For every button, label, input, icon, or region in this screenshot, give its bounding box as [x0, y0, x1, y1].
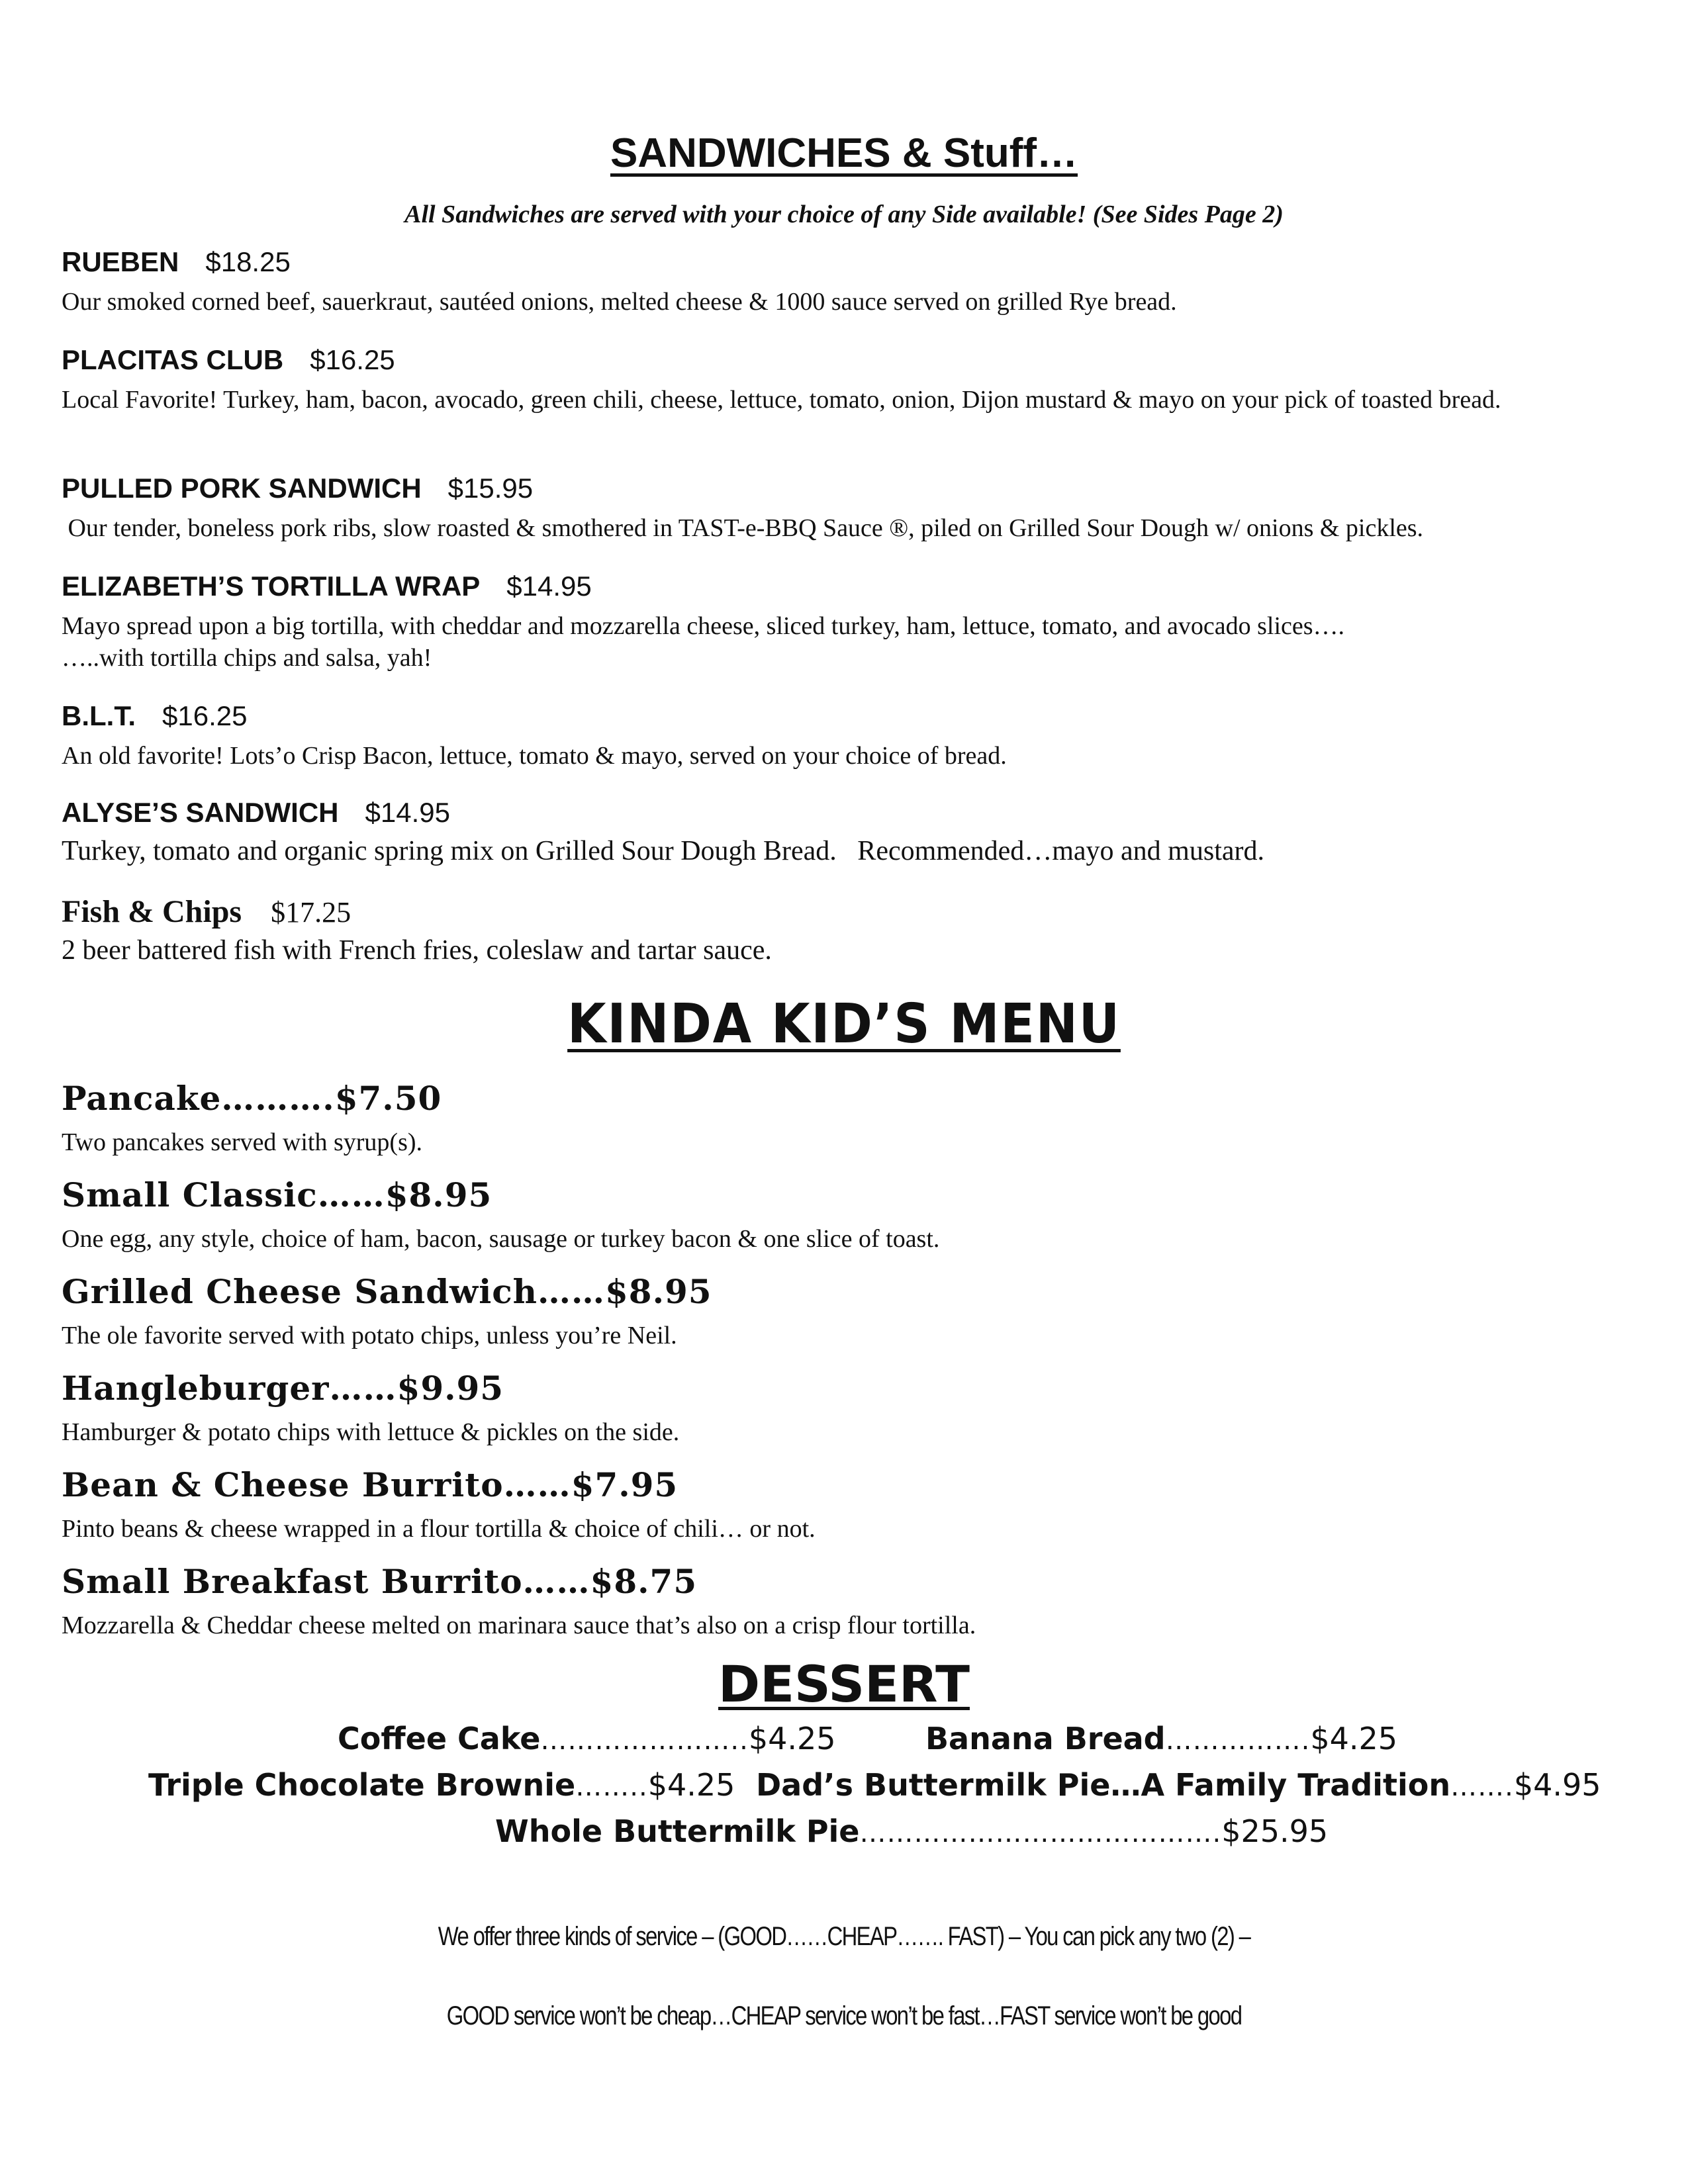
item-name: PLACITAS CLUB [62, 344, 284, 375]
dessert-dots: ……. [1450, 1772, 1514, 1802]
dessert-name: Coffee Cake [338, 1721, 541, 1756]
item-description-continued: …..with tortilla chips and salsa, yah! [62, 644, 432, 672]
sandwiches-subtitle: All Sandwiches are served with your choice of any Side available! (See Sides Page 2) [404, 201, 1284, 228]
item-price: $16.25 [162, 700, 248, 731]
dessert-name: Dad’s Buttermilk Pie…A Family Tradition [756, 1767, 1451, 1803]
service-motto-line-2: GOOD service won’t be cheap…CHEAP service won’t be fast…FAST service won’t be good [446, 2001, 1242, 2030]
item-description: An old favorite! Lots’o Crisp Bacon, lettuce, tomato & mayo, served on your choice of bread. [62, 742, 1007, 770]
item-name: ELIZABETH’S TORTILLA WRAP [62, 570, 481, 602]
menu-item-blt [62, 700, 247, 732]
item-name: ALYSE’S SANDWICH [62, 797, 339, 828]
dessert-title: DESSERT [718, 1655, 970, 1713]
item-description: Local Favorite! Turkey, ham, bacon, avocado, green chili, cheese, lettuce, tomato, onion, Dijon mustard & mayo on your pick of toasted bread. [62, 386, 1501, 414]
dessert-dots: ………………….. [540, 1725, 749, 1756]
kids-item-description: One egg, any style, choice of ham, bacon, sausage or turkey bacon & one slice of toast. [62, 1225, 940, 1253]
kids-item-description: Two pancakes served with syrup(s). [62, 1128, 423, 1156]
item-price: $16.25 [310, 344, 395, 375]
item-description: Our smoked corned beef, sauerkraut, sautéed onions, melted cheese & 1000 sauce served on grilled Rye bread. [62, 288, 1177, 316]
dessert-price: $25.95 [1221, 1813, 1329, 1849]
kids-menu-title: KINDA KID’S MENU [567, 993, 1121, 1056]
kids-item-label: Bean & Cheese Burrito……$7.95 [62, 1465, 679, 1504]
item-price: $18.25 [205, 246, 291, 277]
kids-item-description: Hamburger & potato chips with lettuce & pickles on the side. [62, 1418, 680, 1446]
menu-item-fish-chips [62, 893, 351, 930]
sandwiches-title: SANDWICHES & Stuff… [610, 130, 1078, 176]
item-name: B.L.T. [62, 700, 136, 731]
item-price: $15.95 [447, 473, 534, 504]
kids-item-label: Small Classic……$8.95 [62, 1175, 492, 1214]
dessert-item-whole-pie [495, 1813, 1328, 1849]
item-description: Turkey, tomato and organic spring mix on Grilled Sour Dough Bread. Recommended…mayo and mustard. [62, 836, 1264, 866]
dessert-dots: …………………………………. [859, 1818, 1222, 1848]
dessert-name: Whole Buttermilk Pie [495, 1813, 860, 1849]
dessert-price: $4.25 [748, 1721, 836, 1756]
dessert-name: Triple Chocolate Brownie [148, 1767, 576, 1803]
dessert-price: $4.25 [1310, 1721, 1398, 1756]
menu-item-pulled-pork [62, 473, 533, 504]
service-motto-line-1: We offer three kinds of service – (GOOD……CHEAP……. FAST) – You can pick any two (2) – [438, 1922, 1250, 1951]
kids-item-label: Pancake……….$7.50 [62, 1079, 442, 1118]
dessert-item-buttermilk-pie [756, 1767, 1601, 1803]
dessert-dots: …….. [575, 1772, 648, 1802]
menu-item-alyses-sandwich [62, 797, 450, 829]
item-price: $14.95 [365, 797, 450, 828]
dessert-item-banana-bread [925, 1721, 1397, 1756]
item-price: $17.25 [271, 896, 352, 929]
dessert-name: Banana Bread [925, 1721, 1166, 1756]
kids-item-label: Small Breakfast Burrito……$8.75 [62, 1562, 698, 1601]
dessert-price: $4.95 [1513, 1767, 1601, 1803]
item-name: RUEBEN [62, 246, 179, 277]
kids-item-label: Hangleburger……$9.95 [62, 1369, 504, 1408]
menu-item-rueben [62, 246, 291, 278]
kids-item-label: Grilled Cheese Sandwich……$8.95 [62, 1272, 712, 1311]
item-description: Mayo spread upon a big tortilla, with cheddar and mozzarella cheese, sliced turkey, ham, lettuce, tomato, and avocado slices…. [62, 612, 1345, 640]
item-description: Our tender, boneless pork ribs, slow roasted & smothered in TAST-e-BBQ Sauce ®, piled on Grilled Sour Dough w/ onions & pickles. [62, 514, 1424, 542]
item-description: 2 beer battered fish with French fries, coleslaw and tartar sauce. [62, 935, 772, 966]
kids-item-description: The ole favorite served with potato chips, unless you’re Neil. [62, 1322, 677, 1349]
menu-item-placitas-club [62, 344, 395, 376]
item-name: PULLED PORK SANDWICH [62, 473, 422, 504]
dessert-dots: ……………. [1165, 1725, 1311, 1756]
dessert-item-brownie [148, 1767, 735, 1803]
kids-item-description: Pinto beans & cheese wrapped in a flour tortilla & choice of chili… or not. [62, 1515, 816, 1543]
item-price: $14.95 [506, 570, 592, 602]
dessert-item-coffee-cake [338, 1721, 836, 1756]
menu-item-tortilla-wrap [62, 570, 592, 602]
kids-item-description: Mozzarella & Cheddar cheese melted on marinara sauce that’s also on a crisp flour tortilla. [62, 1612, 976, 1639]
dessert-price: $4.25 [647, 1767, 735, 1803]
item-name: Fish & Chips [62, 894, 242, 929]
